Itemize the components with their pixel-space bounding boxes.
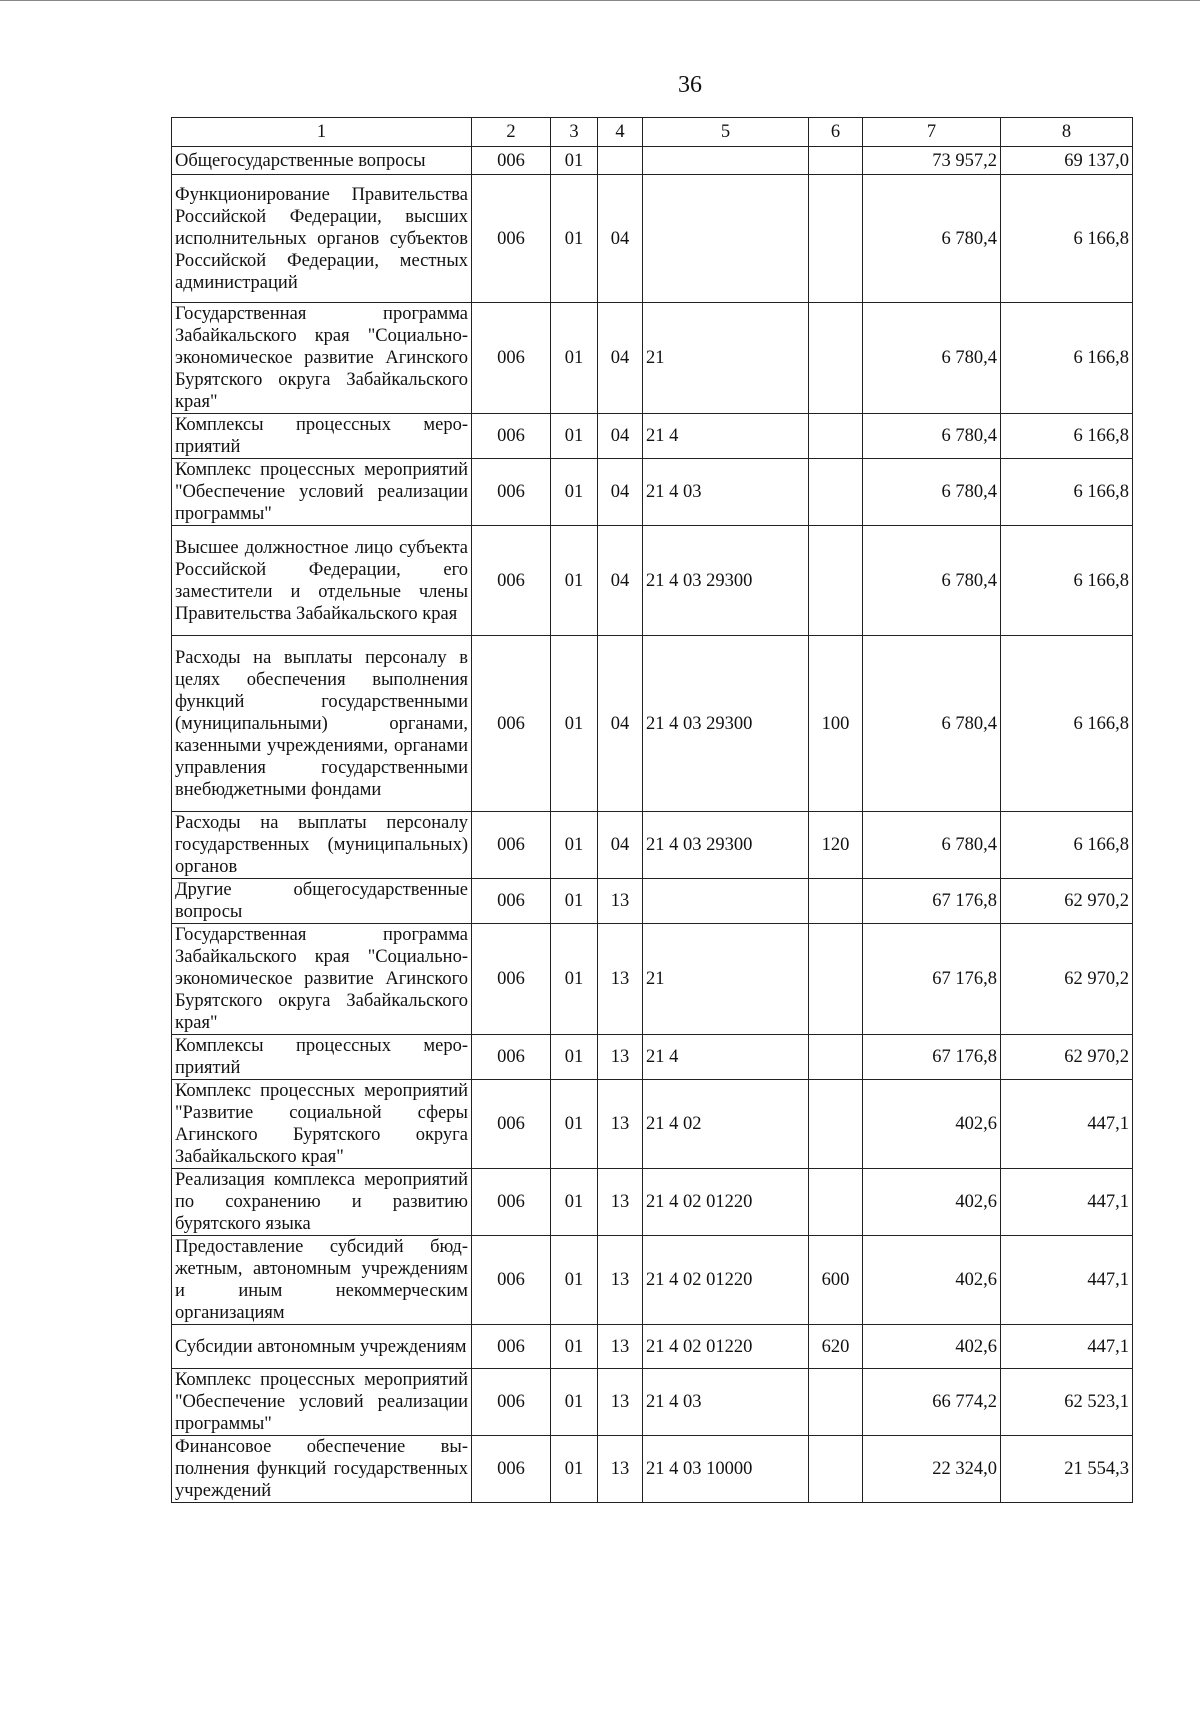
cell-code-4: 04	[598, 812, 643, 879]
cell-amount-7: 6 780,4	[863, 414, 1001, 459]
cell-amount-7: 6 780,4	[863, 175, 1001, 303]
row-name: Финансовое обеспечение выполнения функций государственных учреждений	[172, 1436, 472, 1503]
table-row	[172, 175, 1133, 303]
cell-target-article: 21 4 03 29300	[643, 812, 809, 879]
table-row	[172, 414, 1133, 459]
table-body	[172, 147, 1133, 1503]
cell-amount-8: 6 166,8	[1001, 414, 1133, 459]
row-name: Комплекс процессных мероприятий "Развитие социальной сферы Агинского Бурятского округа Забайкальского края"	[172, 1080, 472, 1169]
row-name: Комплексы процессных мероприятий	[172, 1035, 472, 1080]
cell-amount-7: 67 176,8	[863, 879, 1001, 924]
cell-code-3: 01	[551, 1325, 598, 1369]
cell-code-2: 006	[472, 526, 551, 636]
cell-code-2: 006	[472, 636, 551, 812]
column-header-6: 6	[809, 118, 863, 147]
column-header-5: 5	[643, 118, 809, 147]
column-header-8: 8	[1001, 118, 1133, 147]
row-name: Комплексы процессных мероприятий	[172, 414, 472, 459]
table-row	[172, 303, 1133, 414]
cell-code-2: 006	[472, 1236, 551, 1325]
cell-code-4: 04	[598, 175, 643, 303]
table-row	[172, 879, 1133, 924]
cell-amount-8: 62 970,2	[1001, 1035, 1133, 1080]
cell-code-3: 01	[551, 1436, 598, 1503]
cell-code-4: 04	[598, 414, 643, 459]
cell-code-3: 01	[551, 175, 598, 303]
cell-code-2: 006	[472, 1035, 551, 1080]
cell-expense-type	[809, 879, 863, 924]
cell-code-4: 04	[598, 459, 643, 526]
cell-expense-type	[809, 303, 863, 414]
cell-expense-type	[809, 1169, 863, 1236]
row-name: Высшее должностное лицо субъекта Российской Федерации, его заместители и отдельные члены Правительства Забайкальского края	[172, 526, 472, 636]
table-row	[172, 459, 1133, 526]
scan-top-edge	[0, 0, 1200, 1]
cell-code-3: 01	[551, 147, 598, 175]
cell-amount-8: 62 970,2	[1001, 879, 1133, 924]
row-name: Реализация комплекса мероприятий по сохранению и развитию бурятского языка	[172, 1169, 472, 1236]
cell-amount-7: 6 780,4	[863, 303, 1001, 414]
cell-expense-type	[809, 1369, 863, 1436]
cell-code-3: 01	[551, 526, 598, 636]
cell-code-3: 01	[551, 1035, 598, 1080]
cell-target-article: 21 4 03 29300	[643, 526, 809, 636]
cell-amount-7: 22 324,0	[863, 1436, 1001, 1503]
row-name: Государственная программа Забайкальского края "Социально-экономическое развитие Агинского Бурятского округа Забайкальского края"	[172, 924, 472, 1035]
table-row	[172, 1369, 1133, 1436]
cell-code-4	[598, 147, 643, 175]
cell-amount-8: 62 970,2	[1001, 924, 1133, 1035]
cell-code-2: 006	[472, 175, 551, 303]
cell-amount-7: 73 957,2	[863, 147, 1001, 175]
cell-amount-8: 6 166,8	[1001, 526, 1133, 636]
cell-amount-7: 6 780,4	[863, 636, 1001, 812]
cell-amount-7: 402,6	[863, 1325, 1001, 1369]
cell-amount-8: 447,1	[1001, 1325, 1133, 1369]
cell-amount-8: 6 166,8	[1001, 175, 1133, 303]
cell-code-2: 006	[472, 459, 551, 526]
cell-expense-type	[809, 147, 863, 175]
table-row	[172, 1035, 1133, 1080]
table-row	[172, 1436, 1133, 1503]
row-name: Общегосударственные вопросы	[172, 147, 472, 175]
column-header-3: 3	[551, 118, 598, 147]
row-name: Государственная программа Забайкальского края "Социально-экономическое развитие Агинского Бурятского округа Забайкальского края"	[172, 303, 472, 414]
table-row	[172, 1325, 1133, 1369]
cell-target-article: 21 4	[643, 1035, 809, 1080]
cell-code-3: 01	[551, 303, 598, 414]
cell-code-2: 006	[472, 303, 551, 414]
cell-code-2: 006	[472, 1080, 551, 1169]
page-number: 36	[678, 72, 702, 98]
cell-code-3: 01	[551, 812, 598, 879]
cell-target-article: 21 4	[643, 414, 809, 459]
cell-target-article	[643, 879, 809, 924]
cell-code-3: 01	[551, 924, 598, 1035]
cell-amount-7: 402,6	[863, 1169, 1001, 1236]
table-row	[172, 1080, 1133, 1169]
cell-code-2: 006	[472, 1169, 551, 1236]
cell-code-4: 04	[598, 303, 643, 414]
table-row	[172, 636, 1133, 812]
row-name: Комплекс процессных мероприятий "Обеспечение условий реализации программы"	[172, 459, 472, 526]
cell-code-4: 13	[598, 1369, 643, 1436]
cell-code-2: 006	[472, 924, 551, 1035]
table-row	[172, 924, 1133, 1035]
cell-expense-type: 600	[809, 1236, 863, 1325]
cell-code-4: 13	[598, 1325, 643, 1369]
cell-code-3: 01	[551, 414, 598, 459]
cell-code-4: 13	[598, 924, 643, 1035]
table-row	[172, 1236, 1133, 1325]
cell-code-4: 13	[598, 1080, 643, 1169]
header-row	[172, 118, 1133, 147]
row-name: Функционирование Правительства Российской Федерации, высших исполнительных органов субъектов Российской Федерации, местных администраций	[172, 175, 472, 303]
cell-code-4: 04	[598, 636, 643, 812]
cell-code-2: 006	[472, 879, 551, 924]
cell-expense-type	[809, 414, 863, 459]
cell-expense-type: 120	[809, 812, 863, 879]
cell-code-3: 01	[551, 459, 598, 526]
cell-target-article: 21 4 03 10000	[643, 1436, 809, 1503]
cell-code-3: 01	[551, 879, 598, 924]
cell-code-4: 13	[598, 1236, 643, 1325]
cell-code-4: 04	[598, 526, 643, 636]
row-name: Расходы на выплаты персоналу государственных (муниципальных) органов	[172, 812, 472, 879]
cell-amount-7: 6 780,4	[863, 526, 1001, 636]
cell-target-article: 21 4 02 01220	[643, 1169, 809, 1236]
cell-amount-8: 447,1	[1001, 1080, 1133, 1169]
cell-code-4: 13	[598, 1169, 643, 1236]
cell-code-3: 01	[551, 1236, 598, 1325]
cell-code-3: 01	[551, 1369, 598, 1436]
cell-expense-type	[809, 526, 863, 636]
budget-table	[171, 117, 1133, 1503]
cell-amount-8: 6 166,8	[1001, 303, 1133, 414]
column-header-2: 2	[472, 118, 551, 147]
cell-code-2: 006	[472, 1436, 551, 1503]
cell-amount-7: 67 176,8	[863, 924, 1001, 1035]
cell-expense-type	[809, 175, 863, 303]
cell-code-4: 13	[598, 1436, 643, 1503]
cell-code-3: 01	[551, 1169, 598, 1236]
cell-amount-8: 6 166,8	[1001, 636, 1133, 812]
cell-code-2: 006	[472, 812, 551, 879]
cell-code-2: 006	[472, 147, 551, 175]
cell-amount-7: 6 780,4	[863, 459, 1001, 526]
cell-target-article	[643, 147, 809, 175]
cell-expense-type	[809, 459, 863, 526]
row-name: Субсидии автономным учреждениям	[172, 1325, 472, 1369]
row-name: Комплекс процессных мероприятий "Обеспечение условий реализации программы"	[172, 1369, 472, 1436]
cell-target-article: 21	[643, 924, 809, 1035]
cell-target-article: 21 4 02 01220	[643, 1325, 809, 1369]
cell-target-article: 21	[643, 303, 809, 414]
column-header-4: 4	[598, 118, 643, 147]
row-name: Другие общегосударственные вопросы	[172, 879, 472, 924]
cell-target-article: 21 4 02 01220	[643, 1236, 809, 1325]
cell-amount-8: 447,1	[1001, 1169, 1133, 1236]
cell-expense-type: 100	[809, 636, 863, 812]
column-header-7: 7	[863, 118, 1001, 147]
cell-amount-7: 67 176,8	[863, 1035, 1001, 1080]
cell-target-article: 21 4 03	[643, 1369, 809, 1436]
row-name: Расходы на выплаты персоналу в целях обеспечения выполнения функций государственными (муниципальными) органами, казенными учреждениями, органами управления государственными внебюджетными фондами	[172, 636, 472, 812]
cell-code-4: 13	[598, 1035, 643, 1080]
cell-expense-type: 620	[809, 1325, 863, 1369]
cell-target-article: 21 4 03	[643, 459, 809, 526]
cell-code-2: 006	[472, 414, 551, 459]
cell-code-2: 006	[472, 1325, 551, 1369]
cell-expense-type	[809, 1035, 863, 1080]
cell-expense-type	[809, 924, 863, 1035]
cell-amount-7: 6 780,4	[863, 812, 1001, 879]
table-row	[172, 147, 1133, 175]
cell-code-3: 01	[551, 1080, 598, 1169]
cell-amount-8: 6 166,8	[1001, 812, 1133, 879]
cell-expense-type	[809, 1436, 863, 1503]
cell-code-3: 01	[551, 636, 598, 812]
cell-amount-7: 402,6	[863, 1236, 1001, 1325]
table-row	[172, 526, 1133, 636]
table-row	[172, 1169, 1133, 1236]
cell-target-article: 21 4 03 29300	[643, 636, 809, 812]
cell-target-article: 21 4 02	[643, 1080, 809, 1169]
cell-amount-8: 21 554,3	[1001, 1436, 1133, 1503]
cell-amount-7: 402,6	[863, 1080, 1001, 1169]
cell-expense-type	[809, 1080, 863, 1169]
cell-amount-8: 62 523,1	[1001, 1369, 1133, 1436]
cell-code-4: 13	[598, 879, 643, 924]
row-name: Предоставление субсидий бюджетным, автономным учреждениям и иным некоммерческим организациям	[172, 1236, 472, 1325]
table-row	[172, 812, 1133, 879]
cell-amount-8: 69 137,0	[1001, 147, 1133, 175]
cell-amount-7: 66 774,2	[863, 1369, 1001, 1436]
column-header-1: 1	[172, 118, 472, 147]
cell-code-2: 006	[472, 1369, 551, 1436]
cell-amount-8: 447,1	[1001, 1236, 1133, 1325]
cell-target-article	[643, 175, 809, 303]
cell-amount-8: 6 166,8	[1001, 459, 1133, 526]
